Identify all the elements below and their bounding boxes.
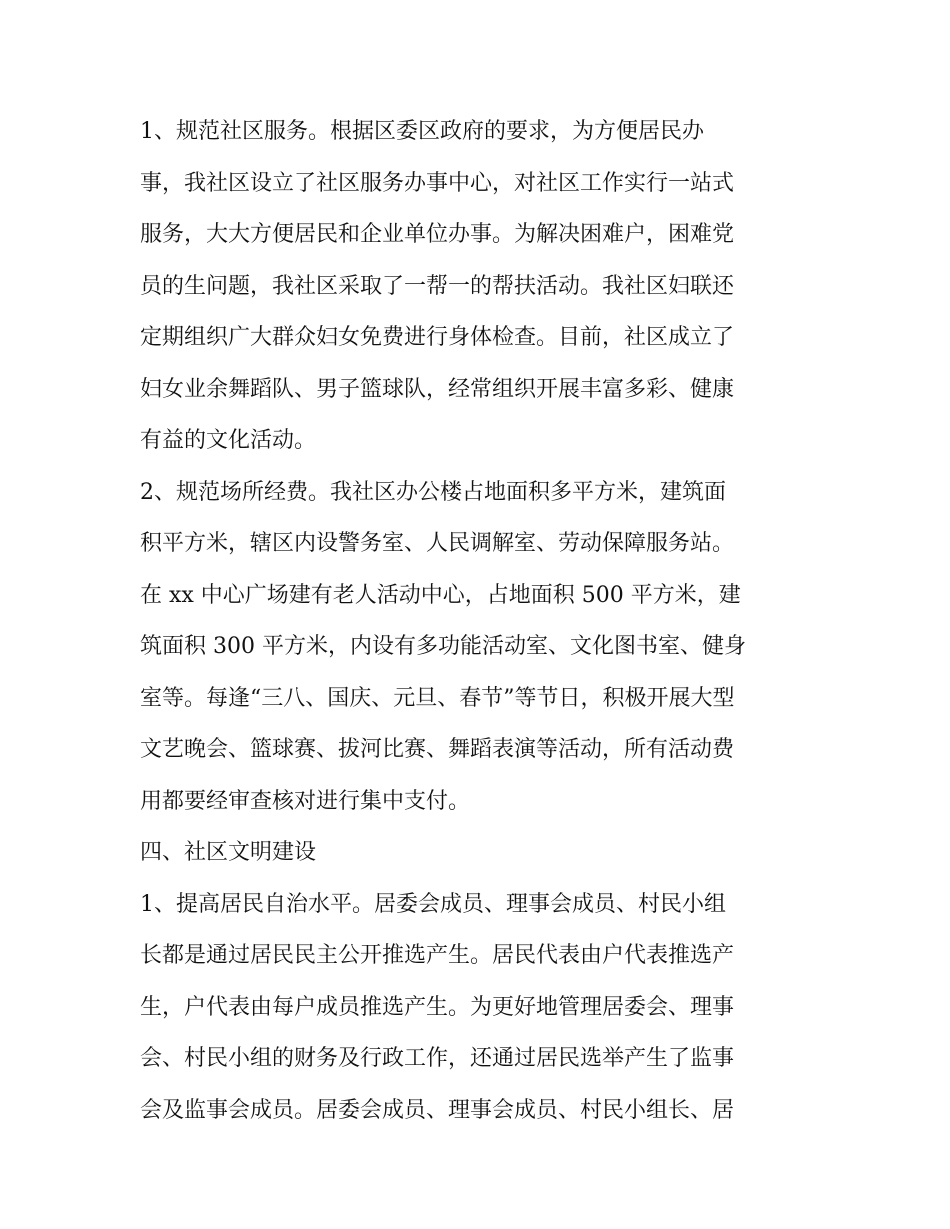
text-line: 室等。每逢“三八、国庆、元旦、春节”等节日，积极开展大型 [140, 685, 735, 711]
text-line: 积平方米，辖区内设警务室、人民调解室、劳动保障服务站。 [140, 531, 735, 556]
document-body [140, 106, 820, 1136]
text-line: 长都是通过居民民主公开推选产生。居民代表由户代表推选产 [140, 943, 735, 968]
text-line: 定期组织广大群众妇女免费进行身体检查。目前，社区成立了 [140, 325, 735, 350]
text-line: 有益的文化活动。 [140, 428, 317, 453]
text-line: 会、村民小组的财务及行政工作，还通过居民选举产生了监事 [140, 1046, 735, 1071]
text-line: 员的生问题，我社区采取了一帮一的帮扶活动。我社区妇联还 [140, 273, 735, 299]
text-line: 用都要经审查核对进行集中支付。 [140, 788, 471, 814]
text-line: 文艺晚会、篮球赛、拔河比赛、舞蹈表演等活动，所有活动费 [140, 737, 735, 762]
text-line: 1、规范社区服务。根据区委区政府的要求，为方便居民办 [140, 119, 704, 144]
text-line: 会及监事会成员。居委会成员、理事会成员、村民小组长、居 [140, 1097, 735, 1123]
text-line: 在 xx 中心广场建有老人活动中心，占地面积 500 平方米，建 [140, 582, 741, 608]
text-line: 生，户代表由每户成员推选产生。为更好地管理居委会、理事 [140, 994, 735, 1020]
text-line: 1、提高居民自治水平。居委会成员、理事会成员、村民小组 [140, 891, 726, 917]
section-heading: 四、社区文明建设 [140, 840, 317, 865]
text-line: 妇女业余舞蹈队、男子篮球队，经常组织开展丰富多彩、健康 [140, 376, 735, 402]
text-line: 服务，大大方便居民和企业单位办事。为解决困难户，困难党 [140, 222, 735, 247]
text-line: 2、规范场所经费。我社区办公楼占地面积多平方米，建筑面 [140, 479, 726, 505]
text-line: 事，我社区设立了社区服务办事中心，对社区工作实行一站式 [140, 170, 735, 196]
text-line: 筑面积 300 平方米，内设有多功能活动室、文化图书室、健身 [140, 634, 746, 659]
